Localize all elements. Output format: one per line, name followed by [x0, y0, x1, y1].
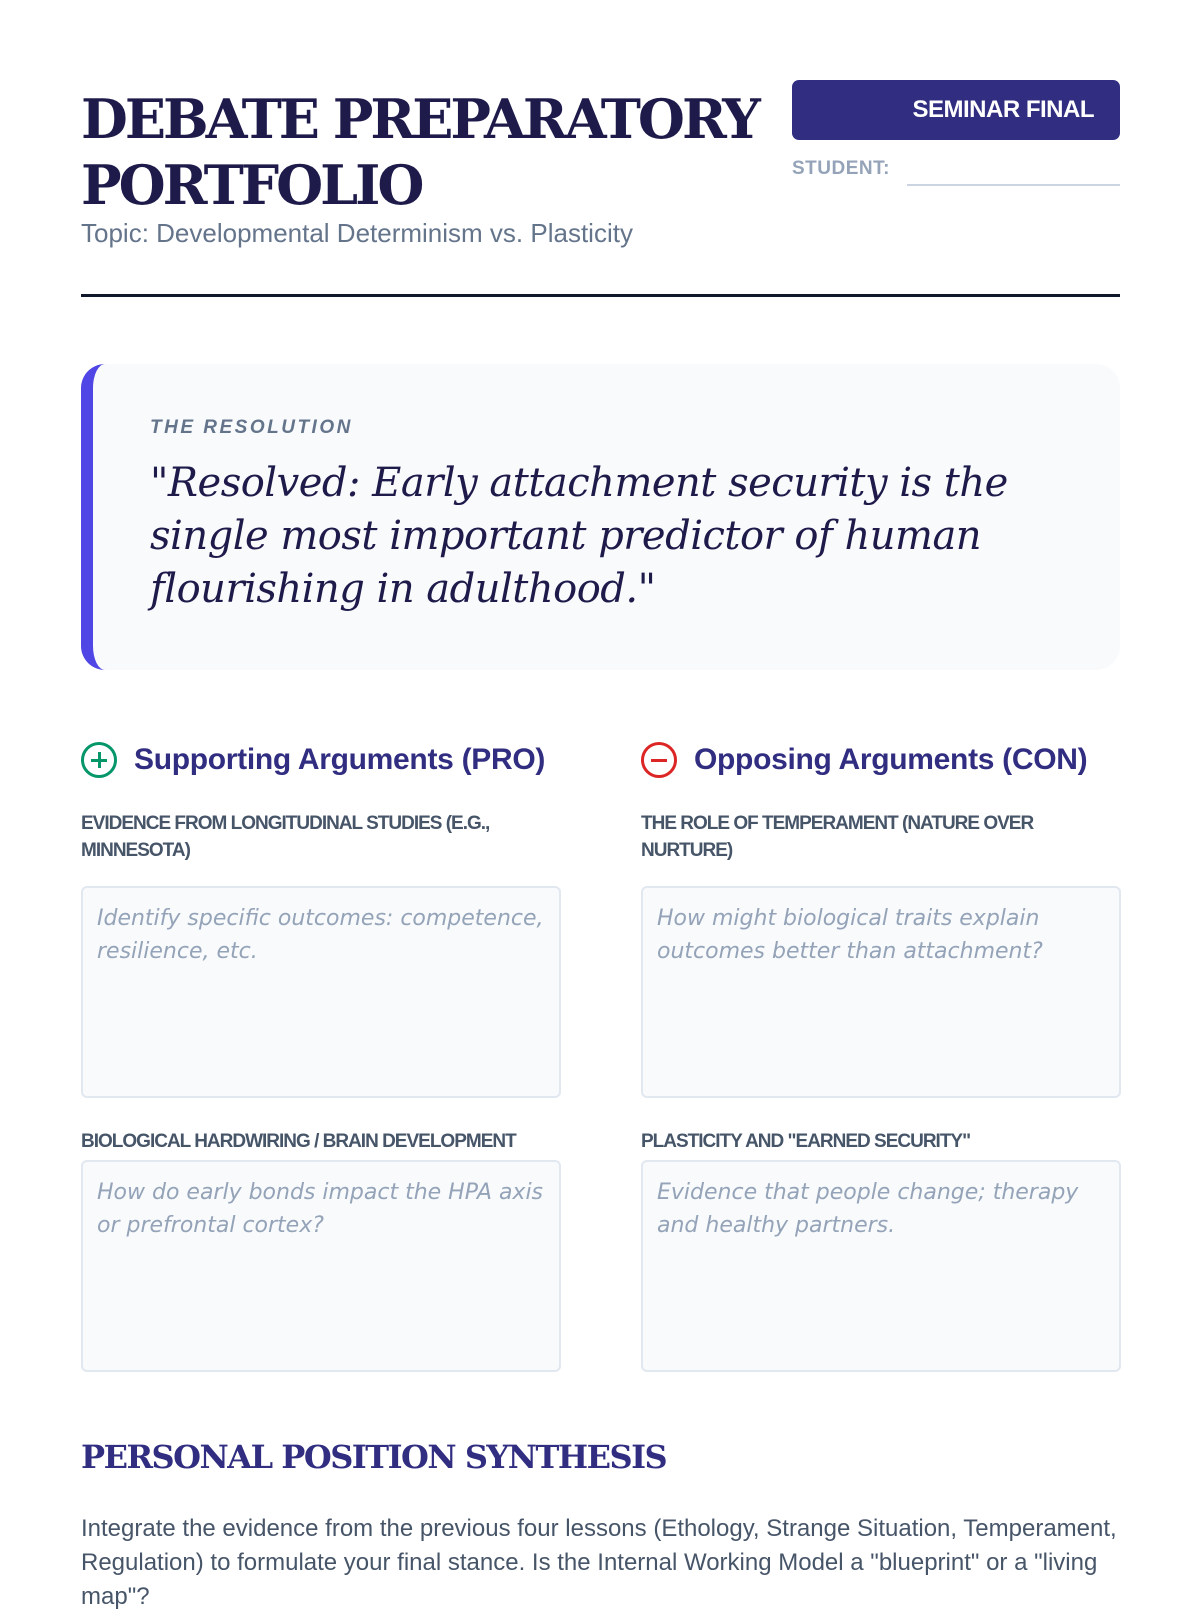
con-title: Opposing Arguments (CON) — [694, 743, 1088, 776]
pro-field-1-label: EVIDENCE FROM LONGITUDINAL STUDIES (E.G., MINNESOTA) — [81, 813, 490, 861]
page-title: DEBATE PREPARATORY PORTFOLIO — [81, 87, 758, 217]
plus-circle-icon — [81, 742, 117, 778]
portfolio-page — [81, 0, 1120, 1610]
con-field-2-label: PLASTICITY AND "EARNED SECURITY" — [641, 1131, 971, 1152]
topic-subtitle: Topic: Developmental Determinism vs. Plasticity — [81, 218, 633, 248]
con-plasticity-input[interactable] — [641, 1160, 1121, 1372]
seminar-final-badge: SEMINAR FINAL — [792, 80, 1120, 140]
con-temperament-input[interactable] — [641, 886, 1121, 1098]
resolution-quote: "Resolved: Early attachment security is the single most important predictor of human flourishing in adulthood." — [150, 460, 1008, 612]
pro-biological-hardwiring-input[interactable] — [81, 1160, 561, 1372]
pro-longitudinal-evidence-input[interactable] — [81, 886, 561, 1098]
student-name-field[interactable] — [907, 184, 1120, 186]
header-divider — [81, 294, 1120, 297]
synthesis-title: PERSONAL POSITION SYNTHESIS — [81, 1438, 667, 1476]
synthesis-instructions: Integrate the evidence from the previous four lessons (Ethology, Strange Situation, Temperament, Regulation) to formulate your final stance. Is the Internal Working Model a "blueprint" or a "living map"? — [81, 1515, 1117, 1610]
resolution-card — [81, 364, 1120, 670]
con-field-1-label: THE ROLE OF TEMPERAMENT (NATURE OVER NURTURE) — [641, 813, 1034, 861]
resolution-label: THE RESOLUTION — [150, 417, 353, 438]
student-label: STUDENT: — [792, 158, 890, 179]
pro-field-2-label: BIOLOGICAL HARDWIRING / BRAIN DEVELOPMENT — [81, 1131, 516, 1152]
pro-title: Supporting Arguments (PRO) — [134, 743, 546, 776]
minus-circle-icon — [641, 742, 677, 778]
